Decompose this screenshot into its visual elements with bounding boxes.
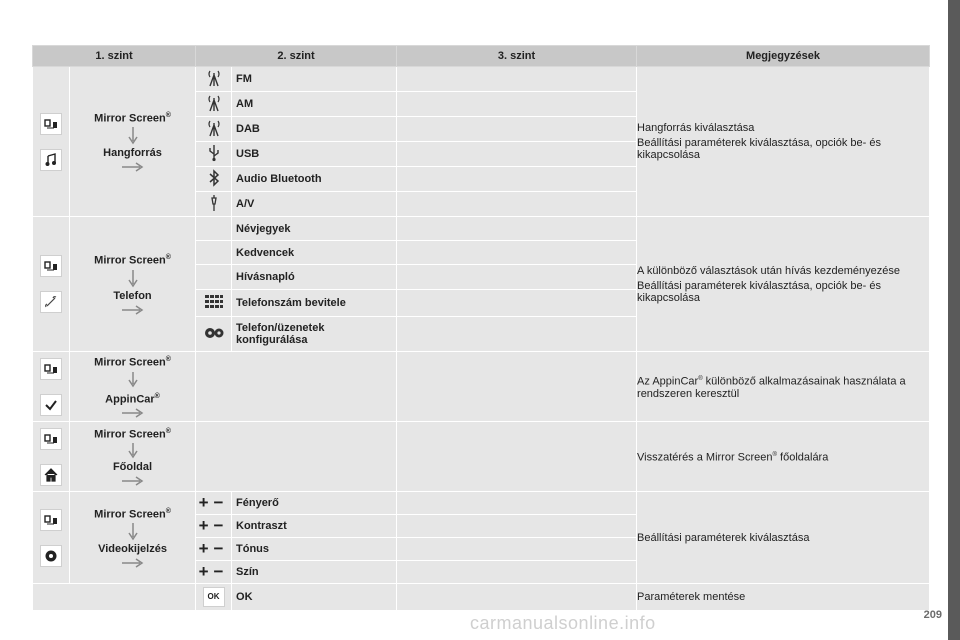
usb-icon (196, 142, 232, 167)
menu-table (32, 45, 930, 611)
mirror-screen-label: Mirror Screen (94, 428, 166, 441)
home-label: Főoldal (112, 461, 153, 474)
mirror-screen-label: Mirror Screen (94, 254, 166, 267)
arrow-down-icon (128, 270, 138, 288)
mirror-screen-label: Mirror Screen (94, 112, 166, 125)
table-row (33, 422, 930, 492)
antenna-icon (196, 92, 232, 117)
level2-empty (196, 352, 397, 422)
level3-empty (397, 217, 637, 241)
mirror-screen-icon (40, 255, 62, 277)
arrow-right-icon (122, 408, 144, 418)
table-row (33, 67, 930, 92)
level3-empty (397, 167, 637, 192)
registered-mark: ® (165, 254, 171, 262)
home-icon (40, 464, 62, 486)
note-home (637, 422, 930, 492)
registered-mark: ® (165, 427, 171, 435)
level1-icons-phone (33, 217, 70, 352)
table-row (33, 492, 930, 515)
music-note-icon (40, 149, 62, 171)
gears-icon (196, 317, 232, 352)
item-contrast[interactable]: Kontraszt (232, 515, 397, 538)
header-level3: 3. szint (397, 46, 637, 67)
level3-empty (397, 515, 637, 538)
video-empty-left (33, 584, 196, 611)
header-notes: Megjegyzések (637, 46, 930, 67)
plus-minus-icon[interactable]: +− (196, 492, 232, 515)
registered-mark: ® (772, 452, 777, 459)
antenna-icon (196, 117, 232, 142)
arrow-down-icon (128, 372, 138, 388)
arrow-down-icon (128, 523, 138, 541)
arrow-down-icon (128, 443, 138, 459)
item-favorites[interactable]: Kedvencek (232, 241, 397, 265)
mirror-screen-label: Mirror Screen (94, 356, 166, 369)
note-text: A különböző választások után hívás kezdeményezése (637, 264, 900, 277)
bluetooth-icon (196, 167, 232, 192)
icon-empty (196, 265, 232, 290)
note-appincar (637, 352, 930, 422)
arrow-right-icon (122, 558, 144, 568)
item-call-log[interactable]: Hívásnapló (232, 265, 397, 290)
level3-empty (397, 92, 637, 117)
level3-empty (397, 142, 637, 167)
page-side-bar (948, 0, 960, 640)
level1-icons-appincar (33, 352, 70, 422)
arrow-right-icon (122, 162, 144, 172)
item-audio-bluetooth[interactable]: Audio Bluetooth (232, 167, 397, 192)
table-row (33, 584, 930, 611)
note-text: Hangforrás kiválasztása (637, 122, 755, 134)
level3-empty (397, 538, 637, 561)
level3-empty (397, 492, 637, 515)
item-av[interactable]: A/V (232, 192, 397, 217)
level3-empty (397, 352, 637, 422)
item-tone[interactable]: Tónus (232, 538, 397, 561)
level1-icons-video (33, 492, 70, 584)
registered-mark: ® (698, 376, 703, 383)
note-source (637, 67, 930, 217)
item-dab[interactable]: DAB (232, 117, 397, 142)
item-brightness[interactable]: Fényerő (232, 492, 397, 515)
mirror-screen-icon (40, 509, 62, 531)
antenna-icon (196, 67, 232, 92)
table-header-row (33, 46, 930, 67)
note-text: Beállítási paraméterek kiválasztása (637, 531, 810, 544)
av-jack-icon (196, 192, 232, 217)
note-text: Paraméterek mentése (637, 591, 746, 603)
icon-empty (196, 217, 232, 241)
table-row (33, 352, 930, 422)
level3-empty (397, 241, 637, 265)
ok-icon[interactable]: OK (196, 584, 232, 611)
keypad-icon (196, 290, 232, 317)
level3-empty (397, 192, 637, 217)
mirror-screen-icon (40, 358, 62, 380)
header-level2: 2. szint (196, 46, 397, 67)
gear-icon (40, 545, 62, 567)
arrow-right-icon (122, 305, 144, 315)
item-contacts[interactable]: Névjegyek (232, 217, 397, 241)
note-video (637, 492, 930, 584)
note-text: különböző alkalmazásainak használata a rendszeren keresztül (637, 375, 906, 400)
level1-source (70, 67, 196, 217)
level3-empty (397, 422, 637, 492)
level3-empty (397, 117, 637, 142)
registered-mark: ® (154, 392, 160, 400)
note-text: Beállítási paraméterek kiválasztása, opciók be- és kikapcsolása (637, 137, 881, 161)
plus-minus-icon[interactable]: +− (196, 561, 232, 584)
registered-mark: ® (165, 111, 171, 119)
level3-empty (397, 561, 637, 584)
level3-empty (397, 317, 637, 352)
arrow-right-icon (122, 476, 144, 486)
level2-empty (196, 422, 397, 492)
note-text: Az AppinCar (637, 375, 699, 388)
page-number: 209 (923, 609, 942, 621)
item-ok[interactable]: OK (232, 584, 397, 611)
item-color[interactable]: Szín (232, 561, 397, 584)
item-fm[interactable]: FM (232, 67, 397, 92)
note-save (637, 584, 930, 611)
mirror-screen-label: Mirror Screen (94, 508, 166, 521)
table-row (33, 217, 930, 241)
checkmark-icon (40, 394, 62, 416)
phone-label: Telefon (113, 289, 152, 302)
level3-empty (397, 290, 637, 317)
watermark: carmanualsonline.info (470, 613, 656, 633)
appincar-label: AppinCar (105, 393, 155, 406)
item-usb[interactable]: USB (232, 142, 397, 167)
mirror-screen-icon (40, 113, 62, 135)
level1-appincar (70, 352, 196, 422)
level3-empty (397, 584, 637, 611)
note-text: Beállítási paraméterek kiválasztása, opciók be- és kikapcsolása (637, 279, 881, 304)
arrow-down-icon (128, 127, 138, 145)
icon-empty (196, 241, 232, 265)
level1-icons-source (33, 67, 70, 217)
note-phone (637, 217, 930, 352)
item-phone-config[interactable]: Telefon/üzenetek konfigurálása (232, 317, 397, 352)
level3-empty (397, 67, 637, 92)
level1-phone (70, 217, 196, 352)
level1-home (70, 422, 196, 492)
source-label: Hangforrás (103, 147, 162, 160)
item-am[interactable]: AM (232, 92, 397, 117)
level1-icons-home (33, 422, 70, 492)
registered-mark: ® (165, 355, 171, 363)
registered-mark: ® (165, 507, 171, 515)
level1-video (70, 492, 196, 584)
plus-minus-icon[interactable]: +− (196, 538, 232, 561)
note-text: Visszatérés a Mirror Screen (637, 451, 773, 464)
phone-handset-icon (40, 291, 62, 313)
plus-minus-icon[interactable]: +− (196, 515, 232, 538)
note-text: főoldalára (776, 451, 829, 464)
video-label: Videokijelzés (98, 543, 167, 556)
level3-empty (397, 265, 637, 290)
header-level1: 1. szint (33, 46, 196, 67)
mirror-screen-icon (40, 428, 62, 450)
item-dial-number[interactable]: Telefonszám bevitele (232, 290, 397, 317)
